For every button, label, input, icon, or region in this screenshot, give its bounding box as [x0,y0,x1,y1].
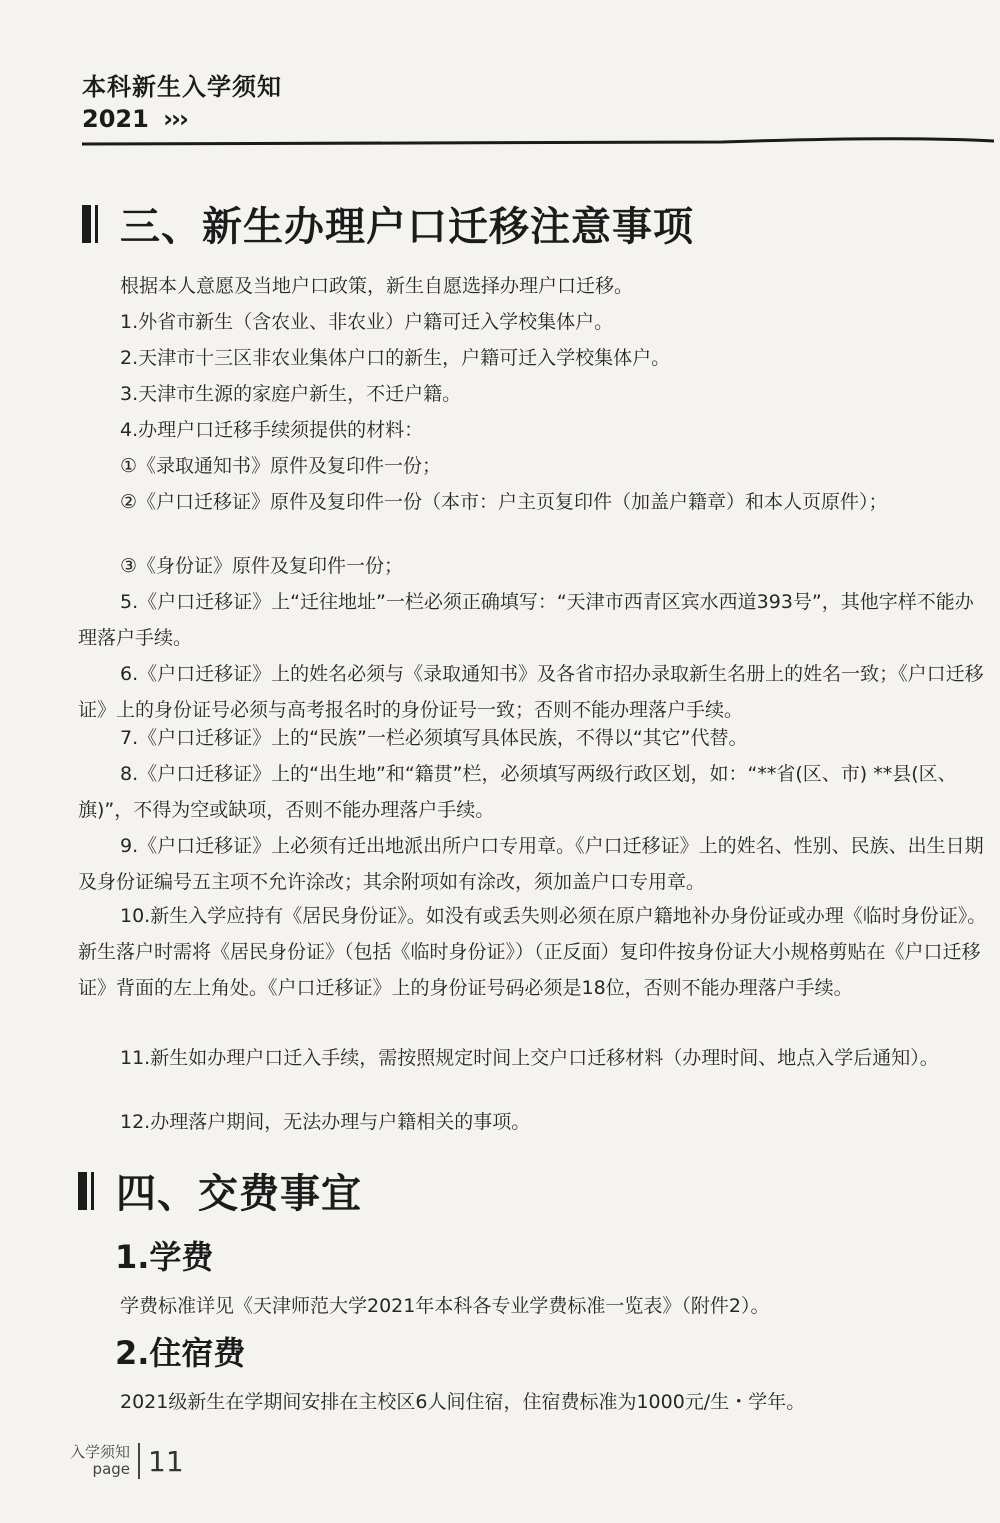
footer-label-cn: 入学须知 [70,1443,131,1461]
paragraph: 5.《户口迁移证》上“迁往地址”一栏必须正确填写：“天津市西青区宾水西道393号”，其他字样不能办理落户手续。 [78,591,974,649]
heading-bar-icon [82,205,98,243]
footer-label [70,1444,130,1478]
section-title: 四、交费事宜 [116,1171,362,1217]
paragraph: 根据本人意愿及当地户口政策，新生自愿选择办理户口迁移。 [120,275,634,297]
heading-bar-icon [78,1172,94,1210]
paragraph: ②《户口迁移证》原件及复印件一份（本市：户主页复印件（加盖户籍章）和本人页原件）； [120,491,888,513]
paragraph: 9.《户口迁移证》上必须有迁出地派出所户口专用章。《户口迁移证》上的姓名、性别、民族、出生日期及身份证编号五主项不允许涂改；其余附项如有涂改，须加盖户口专用章。 [78,835,984,893]
header-title: 本科新生入学须知 [82,73,282,101]
section-heading-fees [78,1162,362,1219]
paragraph: 4.办理户口迁移手续须提供的材料： [120,419,424,441]
paragraph: 10.新生入学应持有《居民身份证》。如没有或丢失则必须在原户籍地补办身份证或办理《临时身份证》。新生落户时需将《居民身份证》（包括《临时身份证》）（正反面）复印件按身份证大小规格剪贴在《户口迁移证》背面的左上角处。《户口迁移证》上的身份证号码必须是18位，否则不能办理落户手续。 [78,905,987,999]
housing-text: 2021级新生在学期间安排在主校区6人间住宿，住宿费标准为1000元/生・学年。 [120,1391,806,1413]
running-header [82,72,982,134]
paragraph: 2.天津市十三区非农业集体户口的新生，户籍可迁入学校集体户。 [120,347,671,369]
section-heading-household [82,195,694,252]
paragraph: 12.办理落户期间，无法办理与户籍相关的事项。 [120,1111,531,1133]
paragraph: 7.《户口迁移证》上的“民族”一栏必须填写具体民族，不得以“其它”代替。 [120,727,748,749]
tuition-heading: 1.学费 [115,1238,214,1276]
page-number: 11 [148,1444,184,1478]
paragraph: 11.新生如办理户口迁入手续，需按照规定时间上交户口迁移材料（办理时间、地点入学后通知）。 [120,1047,939,1069]
header-year: 2021 [82,105,149,133]
header-arrows: ››› [163,105,187,133]
header-rule [82,132,994,150]
section-title: 三、新生办理户口迁移注意事项 [120,204,694,250]
header-year-row [82,104,982,134]
paragraph: 8.《户口迁移证》上的“出生地”和“籍贯”栏，必须填写两级行政区划，如：“**省(区、市) **县(区、旗)”，不得为空或缺项，否则不能办理落户手续。 [78,763,957,821]
paragraph: 3.天津市生源的家庭户新生，不迁户籍。 [120,383,462,405]
paragraph: 6.《户口迁移证》上的姓名必须与《录取通知书》及各省市招办录取新生名册上的姓名一致；《户口迁移证》上的身份证号必须与高考报名时的身份证号一致；否则不能办理落户手续。 [78,663,984,721]
tuition-text: 学费标准详见《天津师范大学2021年本科各专业学费标准一览表》（附件2）。 [120,1295,770,1317]
page-footer [70,1443,184,1479]
footer-divider [138,1443,140,1479]
housing-heading: 2.住宿费 [115,1334,246,1372]
paragraph: 1.外省市新生（含农业、非农业）户籍可迁入学校集体户。 [120,311,614,333]
footer-label-en: page [92,1460,131,1478]
paragraph: ①《录取通知书》原件及复印件一份； [120,455,442,477]
paragraph: ③《身份证》原件及复印件一份； [120,555,404,577]
